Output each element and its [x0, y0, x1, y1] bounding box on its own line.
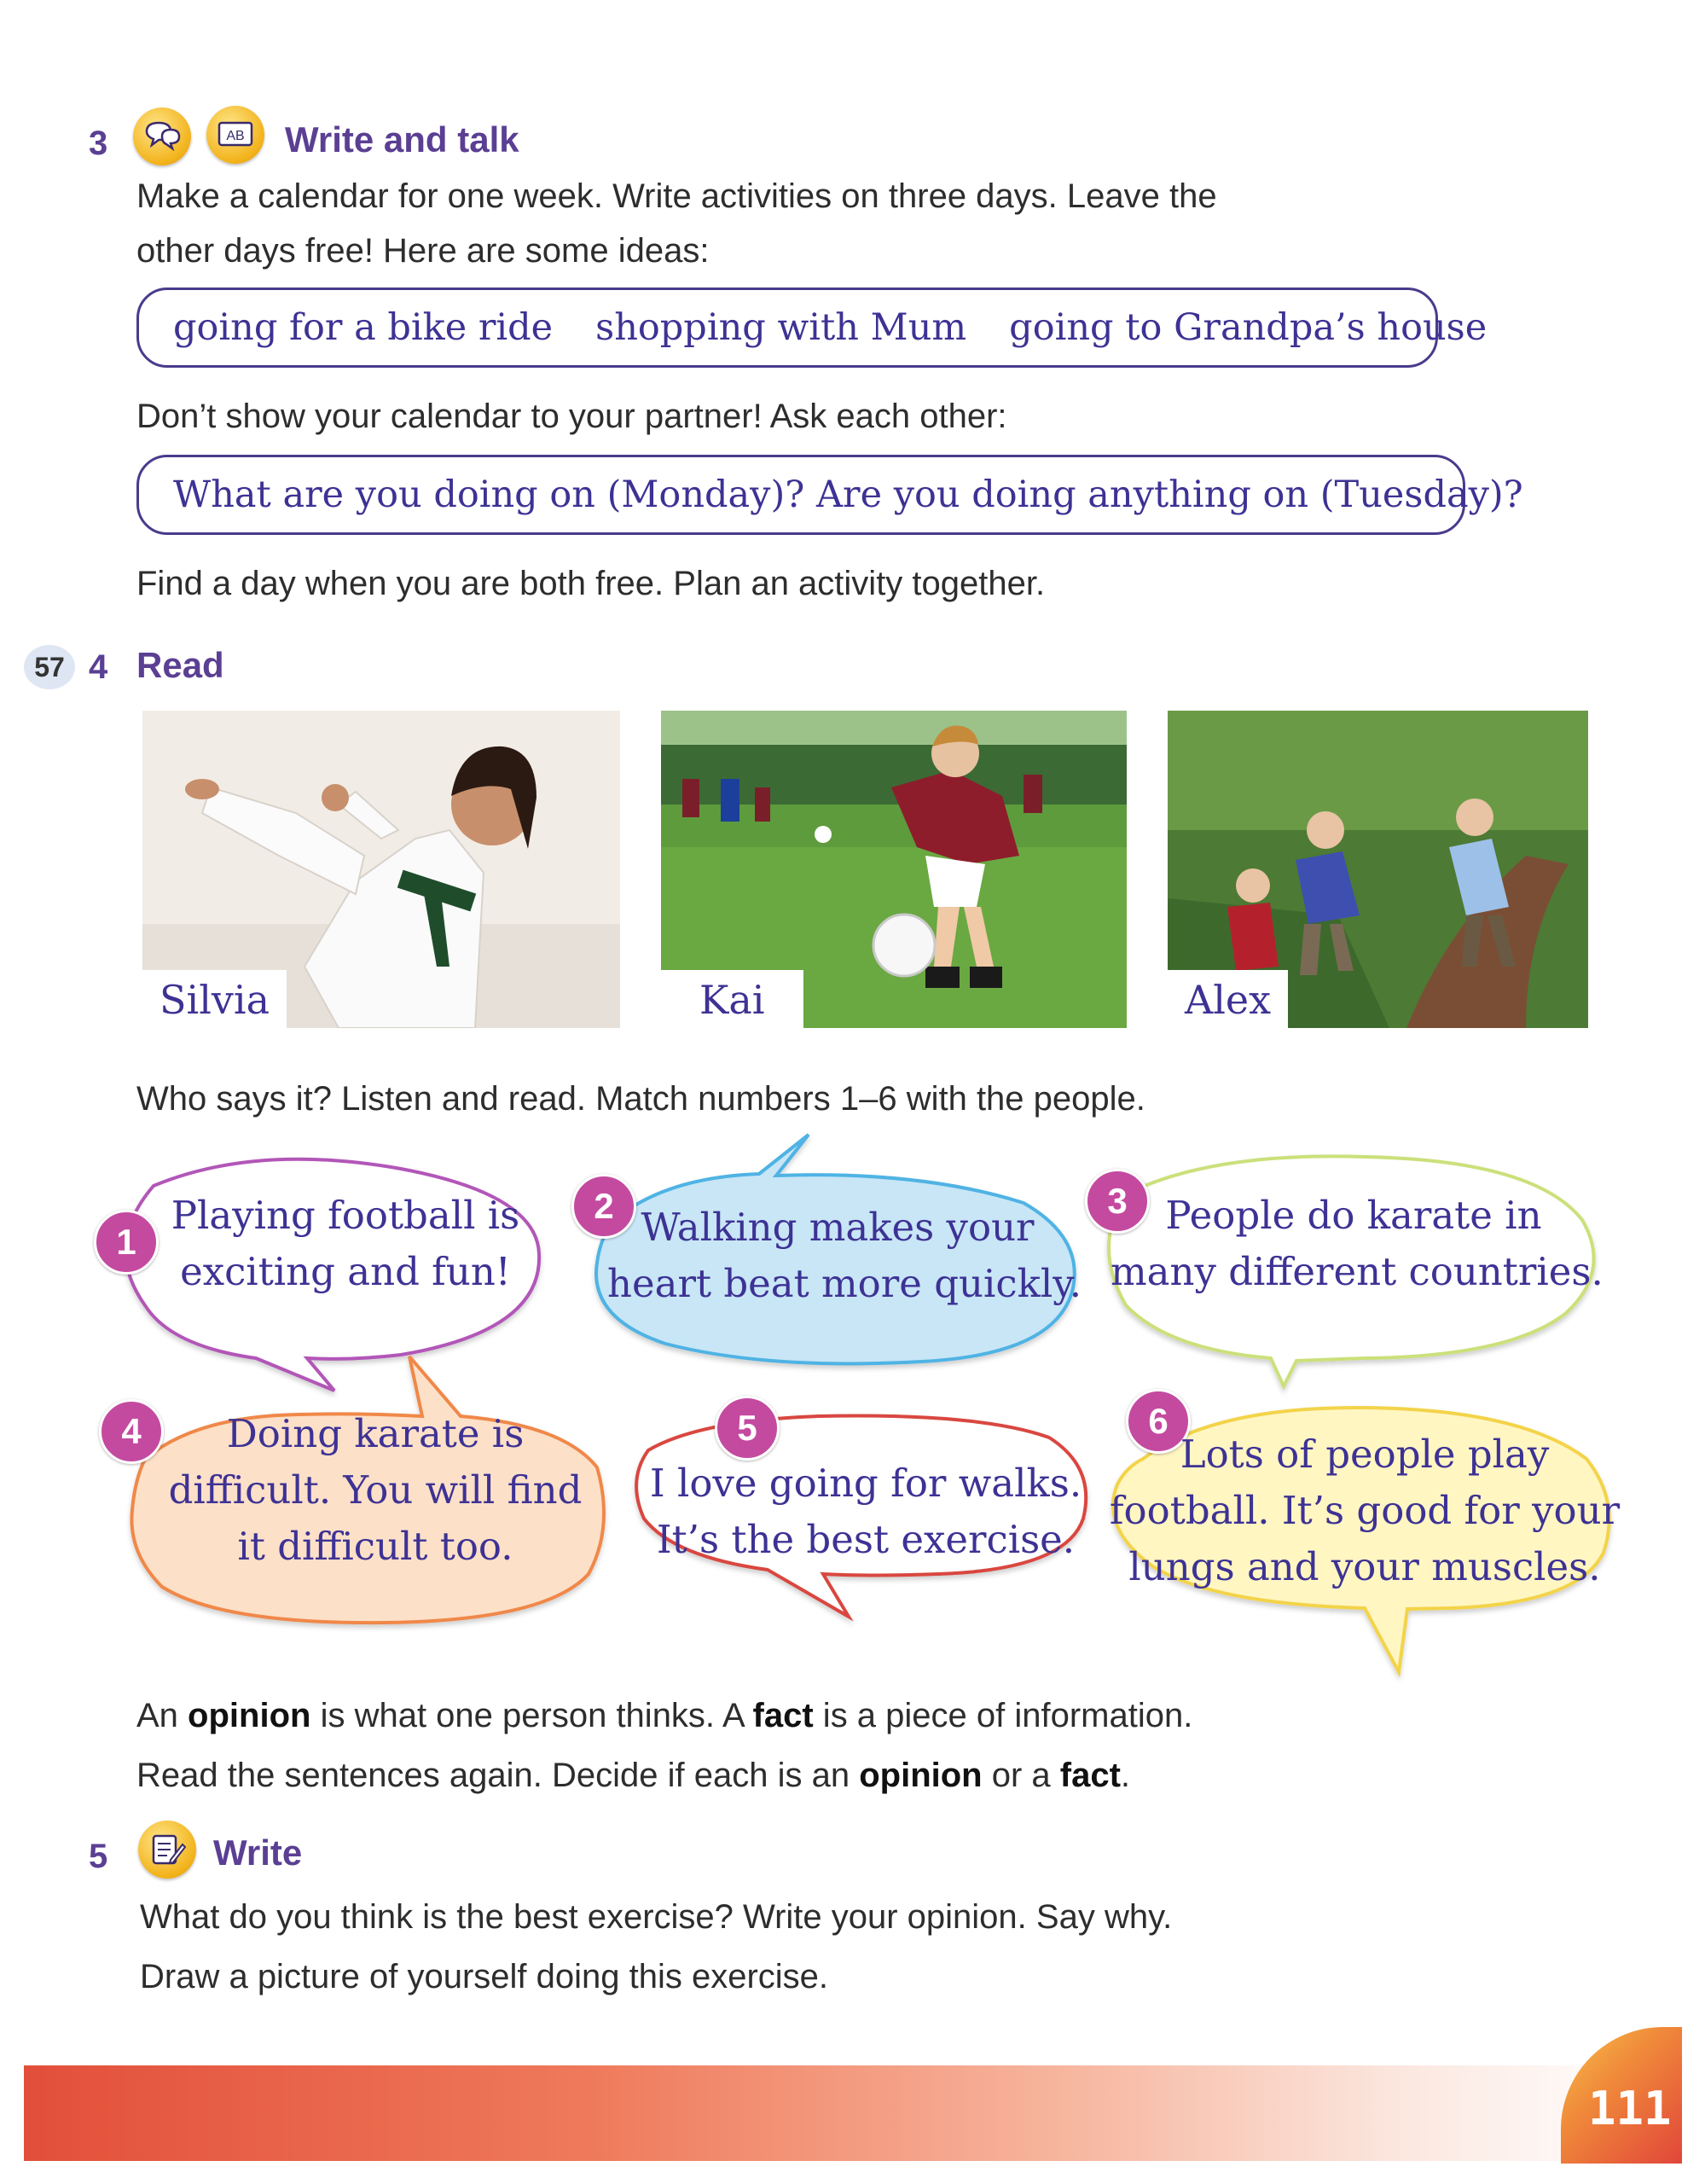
- section-3-instructions: [136, 169, 1217, 278]
- speech-bubbles-icon: [133, 107, 191, 166]
- instruction-line: other days free! Here are some ideas:: [136, 232, 710, 270]
- photo-name-kai: Kai: [661, 970, 803, 1028]
- section-4-number: 4: [89, 648, 108, 686]
- track-number: 57: [34, 652, 65, 682]
- ab-label: AB: [226, 129, 245, 143]
- section-4-title: Read: [136, 645, 224, 685]
- section-4-prompt: Who says it? Listen and read. Match numbers 1–6 with the people.: [136, 1080, 1145, 1118]
- bubble-6-number: 6: [1126, 1389, 1191, 1454]
- bubble-2-number: 2: [571, 1174, 636, 1239]
- section-3-title: Write and talk: [285, 119, 519, 160]
- idea-bike-ride: going for a bike ride: [173, 306, 554, 349]
- keyword-opinion: opinion: [188, 1697, 311, 1734]
- photo-name-alex: Alex: [1168, 970, 1288, 1028]
- bubble-4-number: 4: [99, 1399, 164, 1464]
- section-5-instructions: [140, 1887, 1172, 2007]
- instruction-line: What do you think is the best exercise? Write your opinion. Say why.: [140, 1898, 1173, 1936]
- keyword-fact: fact: [752, 1697, 814, 1734]
- ask-instruction: Don’t show your calendar to your partner! Ask each other:: [136, 398, 1007, 435]
- photo-name-silvia: Silvia: [142, 970, 287, 1028]
- explain-line-2: Read the sentences again. Decide if each is an opinion or a fact.: [136, 1757, 1131, 1794]
- keyword-fact: fact: [1059, 1757, 1121, 1794]
- idea-shopping: shopping with Mum: [595, 306, 967, 349]
- bubble-3-number: 3: [1085, 1169, 1150, 1234]
- opinion-fact-explanation: [136, 1686, 1192, 1805]
- question-text: What are you doing on (Monday)? Are you doing anything on (Tuesday)?: [173, 473, 1523, 516]
- photo-silvia: [142, 711, 620, 1028]
- section-5-title: Write: [213, 1833, 303, 1873]
- activity-book-icon: [206, 106, 264, 164]
- writing-icon: [138, 1821, 196, 1879]
- bubble-1-number: 1: [94, 1210, 159, 1275]
- instruction-line: Draw a picture of yourself doing this exercise.: [140, 1958, 829, 1995]
- photo-kai: [661, 711, 1127, 1028]
- page-number: 111: [1588, 2082, 1672, 2135]
- closing-instruction: Find a day when you are both free. Plan an activity together.: [136, 565, 1046, 602]
- bubble-4-text: Doing karate is difficult. You will find it difficult too.: [168, 1411, 583, 1569]
- bubble-3-text: People do karate in many different countries.: [1111, 1193, 1604, 1294]
- idea-grandpa: going to Grandpa’s house: [1009, 306, 1488, 349]
- keyword-opinion: opinion: [859, 1757, 983, 1794]
- bubble-2-text: Walking makes your heart beat more quickly.: [607, 1205, 1082, 1306]
- question-box: [136, 455, 1523, 535]
- bubble-5-text: I love going for walks. It’s the best exercise.: [649, 1461, 1082, 1562]
- footer-band: [24, 2065, 1644, 2161]
- ideas-box: [136, 288, 1488, 368]
- bubble-1-text: Playing football is exciting and fun!: [171, 1193, 520, 1294]
- instruction-line: Make a calendar for one week. Write activities on three days. Leave the: [136, 177, 1217, 215]
- audio-track-badge: [24, 645, 75, 689]
- bubble-5-number: 5: [715, 1396, 780, 1461]
- section-3-number: 3: [89, 125, 108, 162]
- section-5-number: 5: [89, 1838, 108, 1875]
- photo-alex: [1168, 711, 1588, 1028]
- bubble-6-text: Lots of people play football. It’s good for your lungs and your muscles.: [1109, 1432, 1621, 1589]
- explain-line-1: An opinion is what one person thinks. A fact is a piece of information.: [136, 1697, 1193, 1734]
